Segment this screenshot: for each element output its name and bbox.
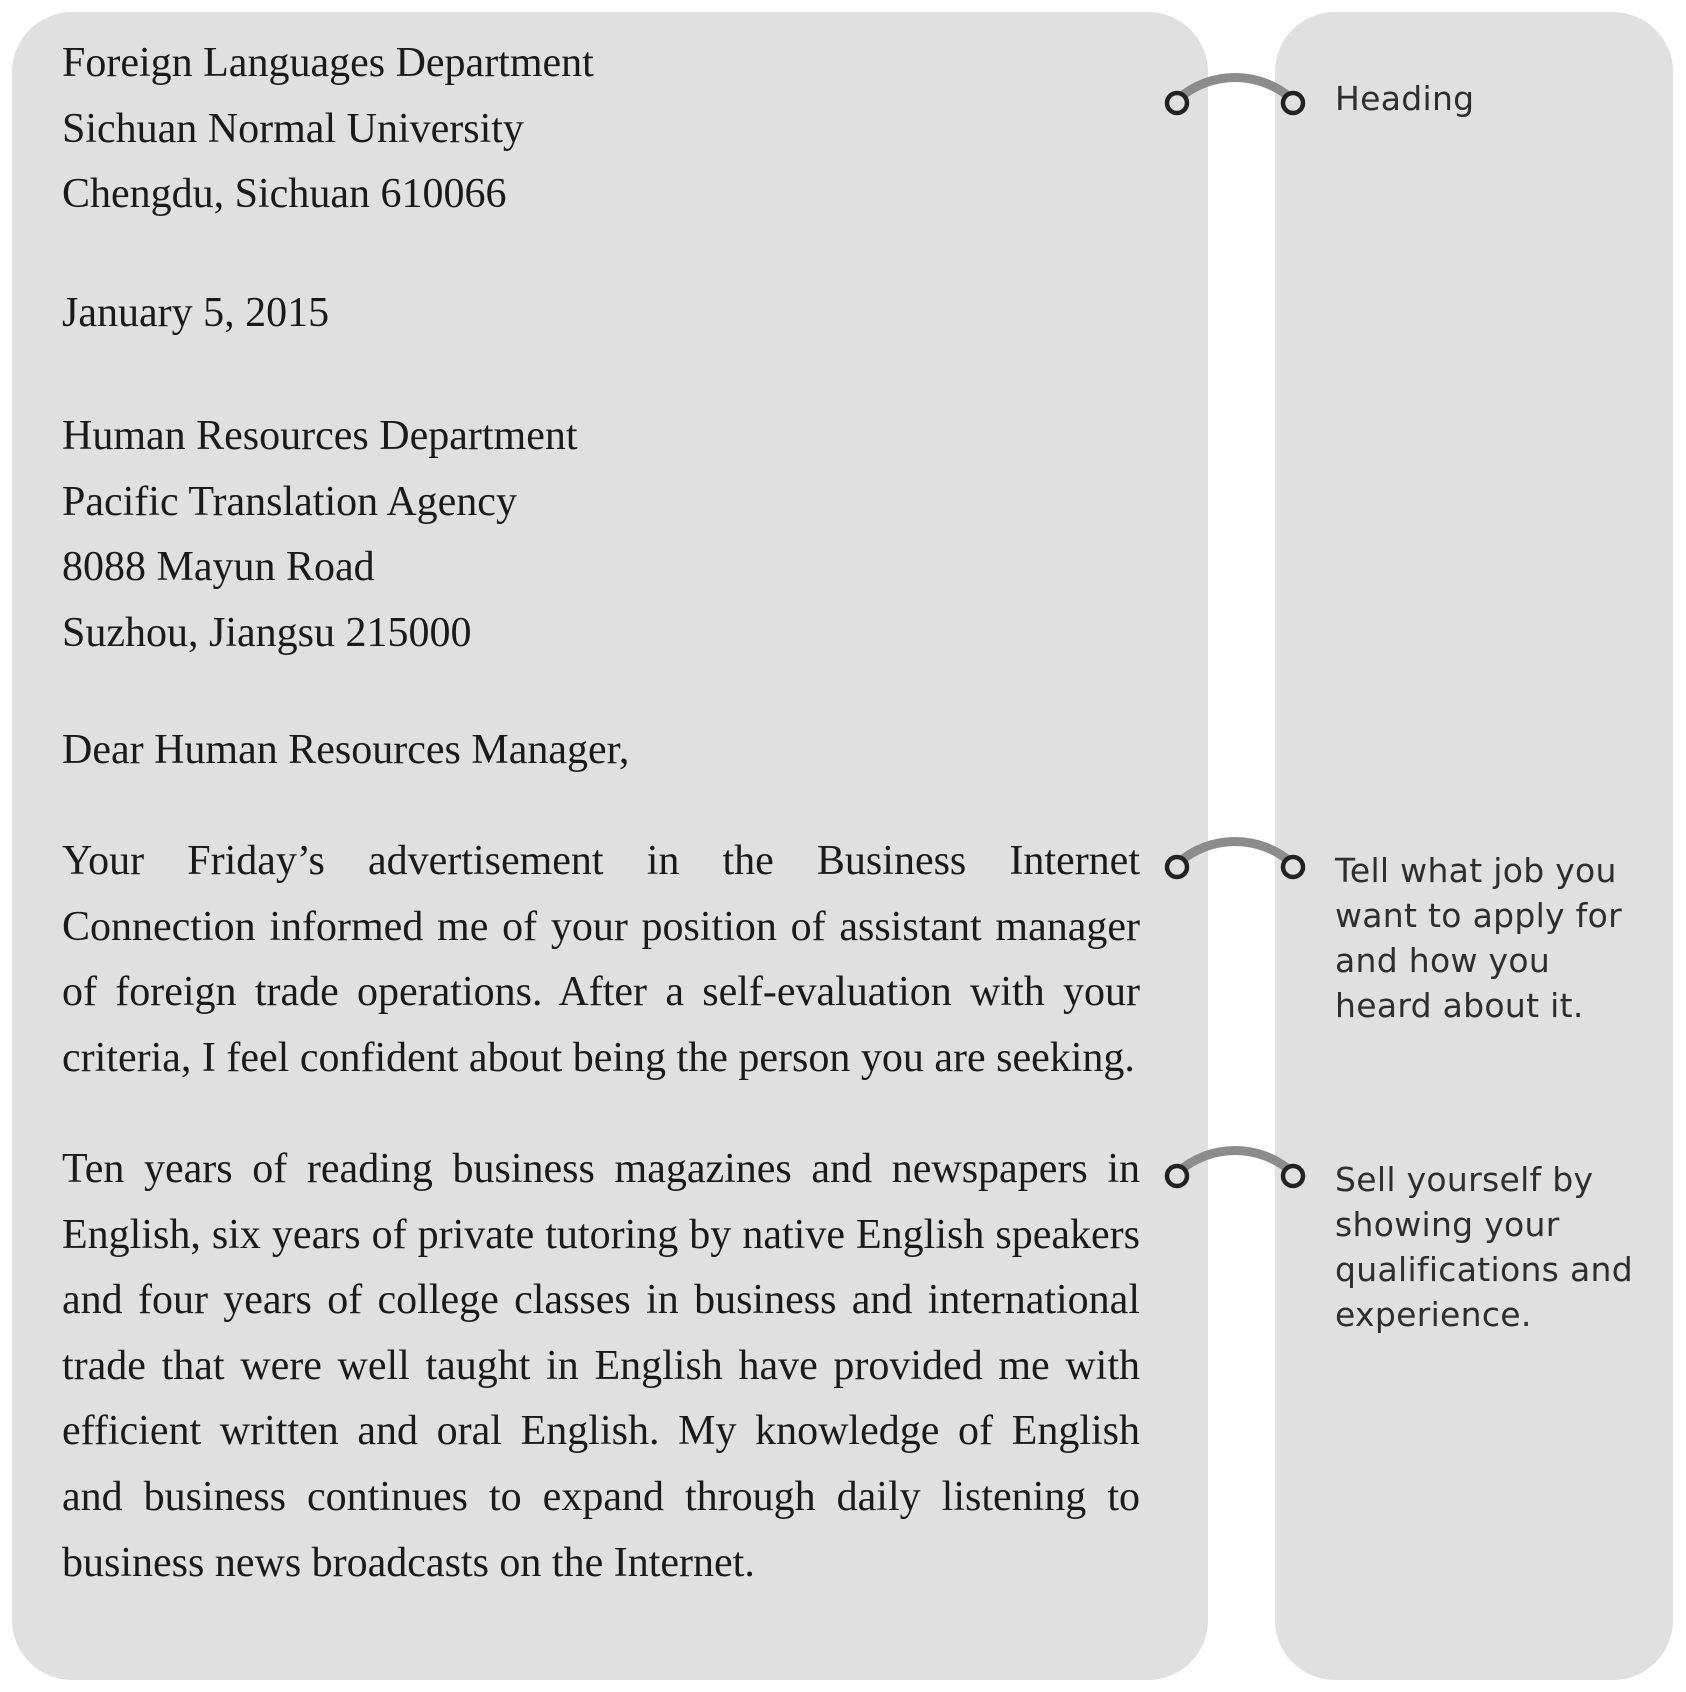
note-purpose: Tell what job you want to apply for and how you heard about it.: [1335, 851, 1622, 1025]
heading-line: Chengdu, Sichuan 610066: [62, 171, 507, 218]
notes-panel: [1275, 12, 1673, 1680]
qualifications-connector-icon: [1155, 1143, 1315, 1203]
address-line: Suzhou, Jiangsu 215000: [62, 609, 472, 656]
heading-connector-icon: [1155, 70, 1315, 130]
address-line: Pacific Translation Agency: [62, 478, 517, 525]
heading-line: Sichuan Normal University: [62, 105, 524, 152]
salutation-line: Dear Human Resources Manager,: [62, 727, 630, 773]
address-line: 8088 Mayun Road: [62, 544, 375, 591]
letter-heading: [62, 31, 1140, 228]
inside-address: [62, 404, 1140, 666]
salutation: [62, 718, 1140, 784]
note-heading: Heading: [1335, 79, 1475, 118]
purpose-connector-icon: [1155, 834, 1315, 894]
body-paragraph-2: Ten years of reading business magazines and newspapers in English, six years of private tutoring by native English speakers and four years of college classes in business and international trade that were well taught in English have provided me with efficient written and oral English. My knowledge of English and business continues to expand through daily listening to business news broadcasts on the Internet.: [62, 1146, 1140, 1586]
date-line: January 5, 2015: [62, 290, 330, 336]
letter-date: [62, 281, 1140, 347]
address-line: Human Resources Department: [62, 413, 578, 459]
heading-line: Foreign Languages Department: [62, 40, 594, 86]
note-qualifications: Sell yourself by showing your qualifications and experience.: [1335, 1160, 1633, 1334]
body-paragraph-1: Your Friday’s advertisement in the Business Internet Connection informed me of your position of assistant manager of foreign trade operations. After a self-evaluation with your criteria, I feel confident about being the person you are seeking.: [62, 838, 1140, 1081]
